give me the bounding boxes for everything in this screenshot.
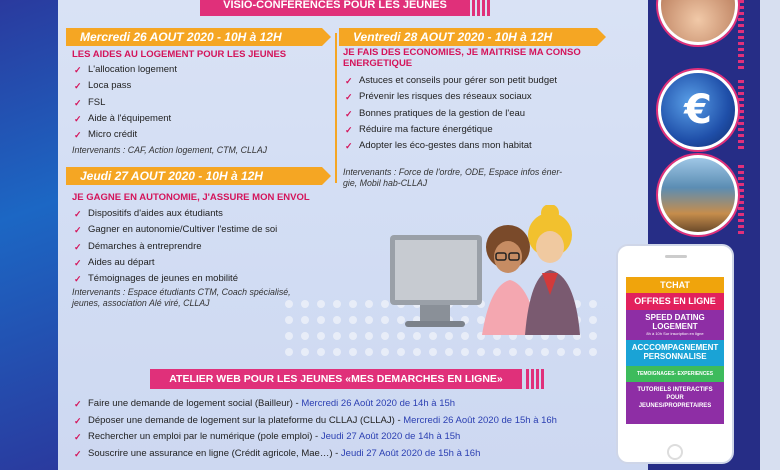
phone-speed-line1: SPEED DATING [645,313,705,322]
section3-intervenants-line2: jeunes, association Alé viré, CLLAJ [72,298,210,308]
decorative-dot [285,316,293,324]
section3-title: JE GAGNE EN AUTONOMIE, J'ASSURE MON ENVOL [72,192,310,203]
section3-intervenants-line1: Intervenants : Espace étudiants CTM, Coach spécialisé, [72,287,291,297]
decorative-dot [413,348,421,356]
section2-date-header: Ventredi 28 AOUT 2020 - 10H à 12H [339,28,597,46]
list-item: ✓ Astuces et conseils pour gérer son petit budget [343,75,557,91]
top-banner: VISIO-CONFERENCES POUR LES JEUNES [200,0,470,16]
phone-tutoriels [626,382,724,424]
decorative-dot [285,348,293,356]
decorative-dot [365,316,373,324]
decorative-dot [589,300,597,308]
decorative-dot [317,300,325,308]
smartphone-mockup [616,244,734,464]
list-item: ✓ Bonnes pratiques de la gestion de l'eau [343,108,557,124]
decorative-dot [381,348,389,356]
atelier-list [72,398,557,464]
section1-date-header: Mercredi 26 AOUT 2020 - 10H à 12H [66,28,322,46]
phone-accomp-line1: ACCCOMPAGNEMENT [631,343,719,352]
phone-speed-small: 8h à 10h Sur inscription en ligne [646,331,704,336]
roll-decoration [738,165,744,235]
phone-accompagnement [626,340,724,366]
section2-intervenants-line1: Intervenants : Force de l'ordre, ODE, Espace infos éner- [343,167,563,177]
decorative-dot [301,316,309,324]
list-item: ✓ Réduire ma facture énergétique [343,124,557,140]
section3-date-header: Jeudi 27 AOUT 2020 - 10H à 12H [66,167,322,185]
phone-tuto-line2: POUR [666,395,684,401]
euro-icon: € [684,87,712,133]
decorative-dot [317,332,325,340]
phone-screen [626,277,724,437]
section2-title-line2: ENERGETIQUE [343,58,413,69]
decorative-dot [285,300,293,308]
euro-coin-photo [658,70,738,150]
decorative-dot [349,316,357,324]
list-item: ✓ FSL [72,97,177,113]
phone-speed-dating [626,310,724,340]
decorative-dot [333,300,341,308]
roll-decoration [738,0,744,70]
decorative-dot [381,332,389,340]
section2-list [343,75,557,156]
list-item: ✓ Prévenir les risques des réseaux sociaux [343,91,557,107]
decorative-dot [285,332,293,340]
background-left [0,0,60,470]
roll-decoration [738,80,744,150]
background-stripe [760,0,780,470]
decorative-dot [349,348,357,356]
decorative-dot [541,348,549,356]
phone-tchat: TCHAT [626,277,724,293]
decorative-dot [589,348,597,356]
decorative-dot [317,316,325,324]
decorative-dot [397,348,405,356]
list-item: ✓ Dispositifs d'aides aux étudiants [72,208,277,224]
list-item: ✓ Souscrire une assurance en ligne (Crédit agricole, Mae…) - Jeudi 27 Août 2020 de 15h à 16h [72,448,557,465]
decorative-dot [349,300,357,308]
office-desk-photo [658,155,738,235]
decorative-dot [477,348,485,356]
phone-home-button-icon [667,444,683,460]
list-item: ✓ Aides au départ [72,257,277,273]
phone-tuto-line1: TUTORIELS INTERACTIFS [637,387,713,393]
decorative-dot [509,348,517,356]
section1-title: LES AIDES AU LOGEMENT POUR LES JEUNES [72,49,287,60]
section2-title-line1: JE FAIS DES ECONOMIES, JE MAITRISE MA CONSO [343,47,581,58]
list-item: ✓ Adopter les éco-gestes dans mon habitat [343,140,557,156]
decorative-dot [333,316,341,324]
phone-speaker-icon [665,255,687,258]
decorative-dot [365,332,373,340]
decorative-dot [429,348,437,356]
phone-accomp-line2: PERSONNALISE [643,352,707,361]
top-banner-bars [472,0,492,16]
decorative-dot [493,348,501,356]
list-item: ✓ Faire une demande de logement social (Bailleur) - Mercredi 26 Août 2020 de 14h à 15h [72,398,557,415]
decorative-dot [381,300,389,308]
section2-intervenants-line2: gie, Mobil hab-CLLAJ [343,178,428,188]
list-item: ✓ Gagner en autonomie/Cultiver l'estime de soi [72,224,277,240]
list-item: ✓ Déposer une demande de logement sur la plateforme du CLLAJ (CLLAJ) - Mercredi 26 Août 2020 de 15h à 16h [72,415,557,432]
list-item: ✓ Loca pass [72,80,177,96]
decorative-dot [365,348,373,356]
decorative-dot [333,332,341,340]
decorative-dot [461,348,469,356]
list-item: ✓ L'allocation logement [72,64,177,80]
phone-temoignages: TEMOIGNAGES- EXPERIENCES [626,366,724,382]
phone-speed-line2: LOGEMENT [652,322,698,331]
section1-list [72,64,177,145]
decorative-dot [589,332,597,340]
decorative-dot [557,348,565,356]
decorative-dot [301,332,309,340]
phone-offres: OFFRES EN LIGNE [626,293,724,310]
list-item: ✓ Témoignages de jeunes en mobilité [72,273,277,289]
decorative-dot [301,348,309,356]
decorative-dot [589,316,597,324]
list-item: ✓ Démarches à entreprendre [72,241,277,257]
list-item: ✓ Rechercher un emploi par le numérique (pole emploi) - Jeudi 27 Août 2020 de 14h à 15h [72,431,557,448]
list-item: ✓ Micro crédit [72,129,177,145]
decorative-dot [365,300,373,308]
section1-intervenants: Intervenants : CAF, Action logement, CTM, CLLAJ [72,145,268,155]
decorative-dot [333,348,341,356]
decorative-dot [381,316,389,324]
decorative-dot [573,348,581,356]
phone-tuto-line3: JEUNES/PROPRETAIRES [638,403,712,409]
decorative-dot [317,348,325,356]
decorative-dot [349,332,357,340]
section3-list [72,208,277,289]
decorative-dot [301,300,309,308]
atelier-bars [526,369,544,389]
column-divider [335,33,337,183]
decorative-dot [525,348,533,356]
women-at-computer-illustration [390,205,590,335]
decorative-dot [445,348,453,356]
list-item: ✓ Aide à l'équipement [72,113,177,129]
atelier-banner: ATELIER WEB POUR LES JEUNES «MES DEMARCHES EN LIGNE» [150,369,522,389]
